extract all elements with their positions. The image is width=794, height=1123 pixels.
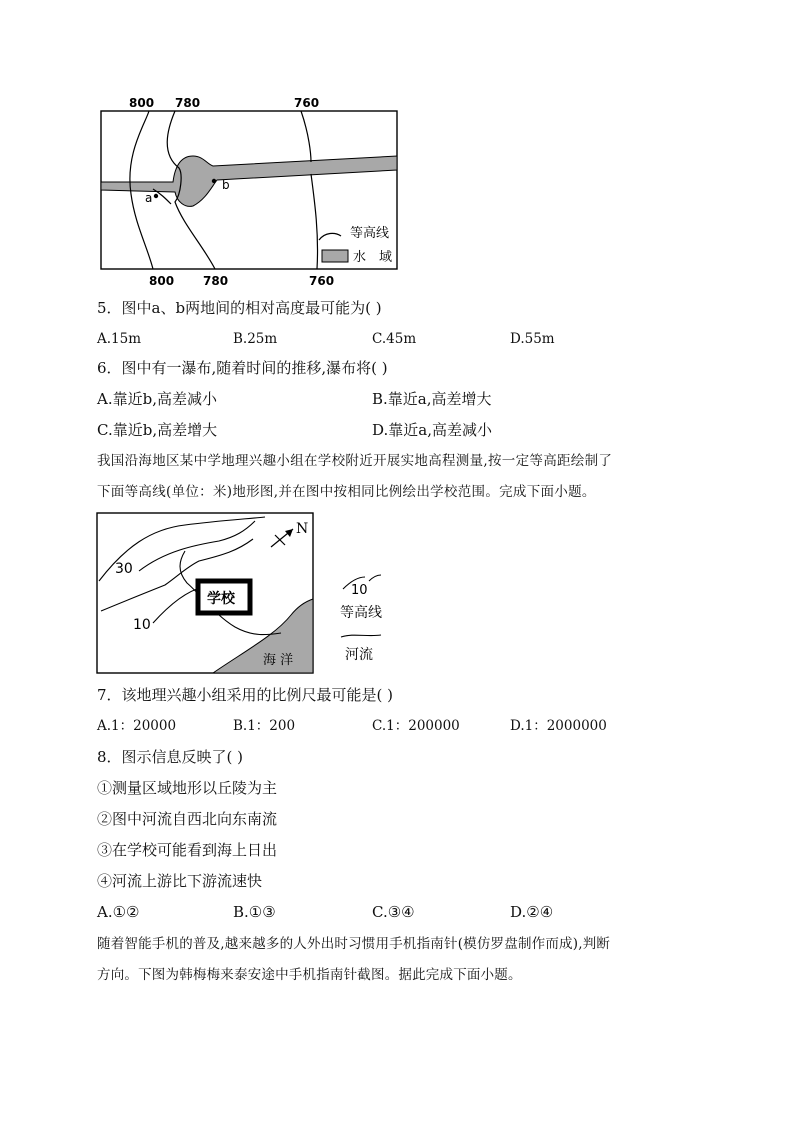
question-8-stem: 8．图示信息反映了( ) <box>97 748 244 766</box>
school-label: 学校 <box>207 591 235 607</box>
q8-statement-2: ②图中河流自西北向东南流 <box>97 810 278 828</box>
point-b-marker <box>212 179 216 183</box>
contour-value-30: 30 <box>115 561 133 577</box>
q7-option-b: B.1：200 <box>233 718 296 734</box>
question-5-stem: 5．图中a、b两地间的相对高度最可能为( ) <box>97 299 382 317</box>
q8-option-d: D.②④ <box>510 903 554 921</box>
legend-water-label: 水 域 <box>353 250 393 265</box>
q8-statement-4: ④河流上游比下游流速快 <box>97 872 263 890</box>
q7-option-c: C.1：200000 <box>372 718 460 734</box>
point-a-label: a <box>145 191 153 205</box>
contour-value-10: 10 <box>133 617 151 633</box>
q6-option-b: B.靠近a,高差增大 <box>372 390 492 408</box>
q6-option-a: A.靠近b,高差减小 <box>97 390 217 408</box>
contour-label-bottom-760: 760 <box>309 274 335 288</box>
legend2-contour-value: 10 <box>351 583 368 598</box>
q8-statement-3: ③在学校可能看到海上日出 <box>97 841 278 859</box>
q8-option-a: A.①② <box>97 903 140 921</box>
q6-option-d: D.靠近a,高差减小 <box>372 421 492 439</box>
legend-water-icon <box>322 250 348 262</box>
north-label: N <box>296 521 309 537</box>
q5-option-c: C.45m <box>372 331 417 347</box>
intro-2-line-1: 我国沿海地区某中学地理兴趣小组在学校附近开展实地高程测量,按一定等高距绘制了 <box>97 453 613 469</box>
legend2-river-label: 河流 <box>345 647 373 663</box>
q5-option-d: D.55m <box>510 331 555 347</box>
question-7-stem: 7．该地理兴趣小组采用的比例尺最可能是( ) <box>97 686 394 704</box>
legend-contour-label: 等高线 <box>350 226 390 241</box>
q7-option-d: D.1：2000000 <box>510 718 607 734</box>
q6-option-c: C.靠近b,高差增大 <box>97 421 218 439</box>
ocean-label: 海 洋 <box>263 653 294 668</box>
contour-label-bottom-780: 780 <box>203 274 229 288</box>
q8-statement-1: ①测量区域地形以丘陵为主 <box>97 779 278 797</box>
legend-contour-icon <box>319 233 341 240</box>
q8-option-c: C.③④ <box>372 903 415 921</box>
contour-760 <box>301 111 318 269</box>
legend2-river-icon <box>341 635 381 637</box>
point-b-label: b <box>222 178 230 192</box>
q7-option-a: A.1：20000 <box>97 718 177 734</box>
q8-option-b: B.①③ <box>233 903 276 921</box>
question-6-stem: 6．图中有一瀑布,随着时间的推移,瀑布将( ) <box>97 359 388 377</box>
contour-label-top-760: 760 <box>294 96 320 110</box>
contour-label-top-780: 780 <box>175 96 201 110</box>
q5-option-b: B.25m <box>233 331 278 347</box>
contour-label-top-800: 800 <box>129 96 155 110</box>
q5-option-a: A.15m <box>97 331 142 347</box>
legend2-contour-label: 等高线 <box>340 605 382 621</box>
contour-map-2 <box>95 511 395 676</box>
intro-3-line-1: 随着智能手机的普及,越来越多的人外出时习惯用手机指南针(模仿罗盘制作而成),判断 <box>97 936 611 952</box>
contour-label-bottom-800: 800 <box>149 274 175 288</box>
contour-map-1 <box>95 94 405 290</box>
point-a-marker <box>154 194 158 198</box>
intro-3-line-2: 方向。下图为韩梅梅来泰安途中手机指南针截图。据此完成下面小题。 <box>97 967 522 983</box>
intro-2-line-2: 下面等高线(单位：米)地形图,并在图中按相同比例绘出学校范围。完成下面小题。 <box>97 484 596 500</box>
